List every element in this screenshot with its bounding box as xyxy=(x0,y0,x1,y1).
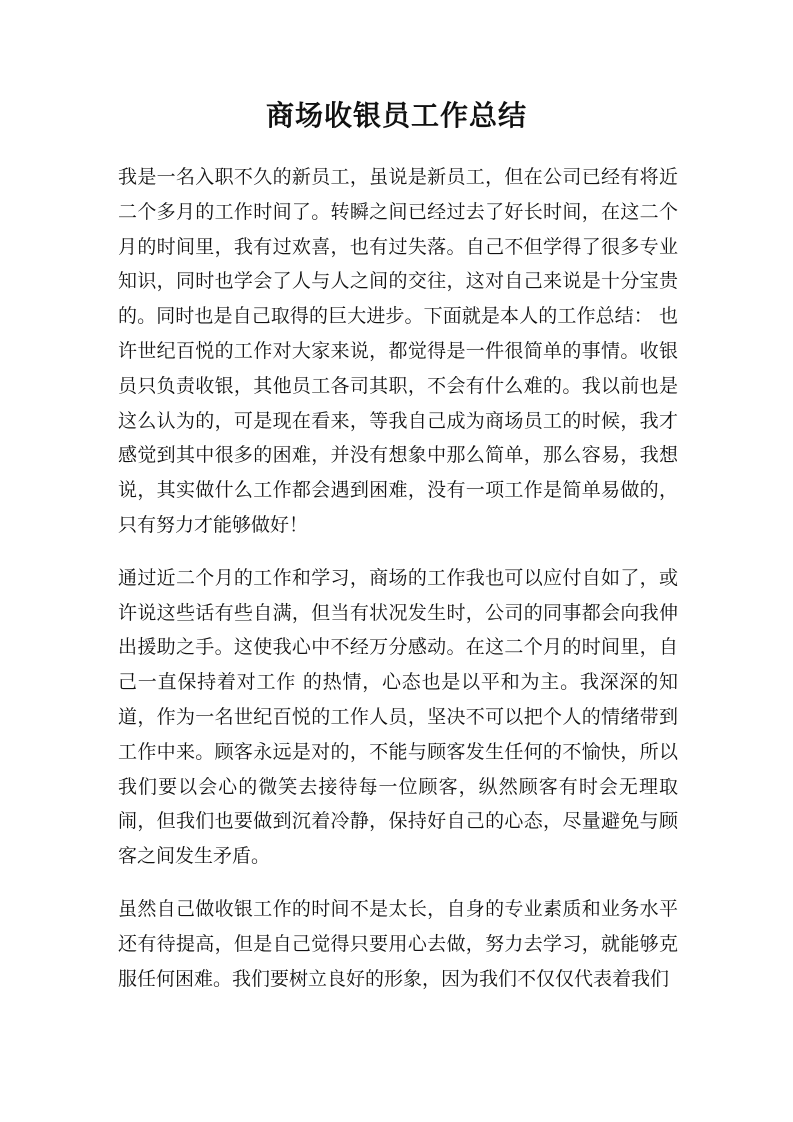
paragraph-2: 通过近二个月的工作和学习，商场的工作我也可以应付自如了，或许说这些话有些自满，但当有状况发生时，公司的同事都会向我伸出援助之手。这使我心中不经万分感动。在这二个月的时间里，自己一直保持着对工作 的热情，心态也是以平和为主。我深深的知道，作为一名世纪百悦的工作人员，坚决不可以把个人的情绪带到工作中来。顾客永远是对的，不能与顾客发生任何的不愉快，所以我们要以会心的微笑去接待每一位顾客，纵然顾客有时会无理取闹，但我们也要做到沉着冷静，保持好自己的心态，尽量避免与顾客之间发生矛盾。 xyxy=(118,566,678,868)
paragraph-1: 我是一名入职不久的新员工，虽说是新员工，但在公司已经有将近二个多月的工作时间了。转瞬之间已经过去了好长时间，在这二个月的时间里，我有过欢喜，也有过失落。自己不但学得了很多专业知识，同时也学会了人与人之间的交往，这对自己来说是十分宝贵的。同时也是自己取得的巨大进步。下面就是本人的工作总结： 也许世纪百悦的工作对大家来说，都觉得是一件很简单的事情。收银员只负责收银，其他员工各司其职，不会有什么难的。我以前也是这么认为的，可是现在看来，等我自己成为商场员工的时候，我才感觉到其中很多的困难，并没有想象中那么简单，那么容易，我想说，其实做什么工作都会遇到困难，没有一项工作是简单易做的，只有努力才能够做好！ xyxy=(118,166,678,536)
document-body xyxy=(118,160,678,996)
paragraph-3: 虽然自己做收银工作的时间不是太长，自身的专业素质和业务水平还有待提高，但是自己觉得只要用心去做，努力去学习，就能够克服任何困难。我们要树立良好的形象，因为我们不仅仅代表着我们 xyxy=(118,897,678,990)
document-title: 商场收银员工作总结 xyxy=(265,99,527,132)
